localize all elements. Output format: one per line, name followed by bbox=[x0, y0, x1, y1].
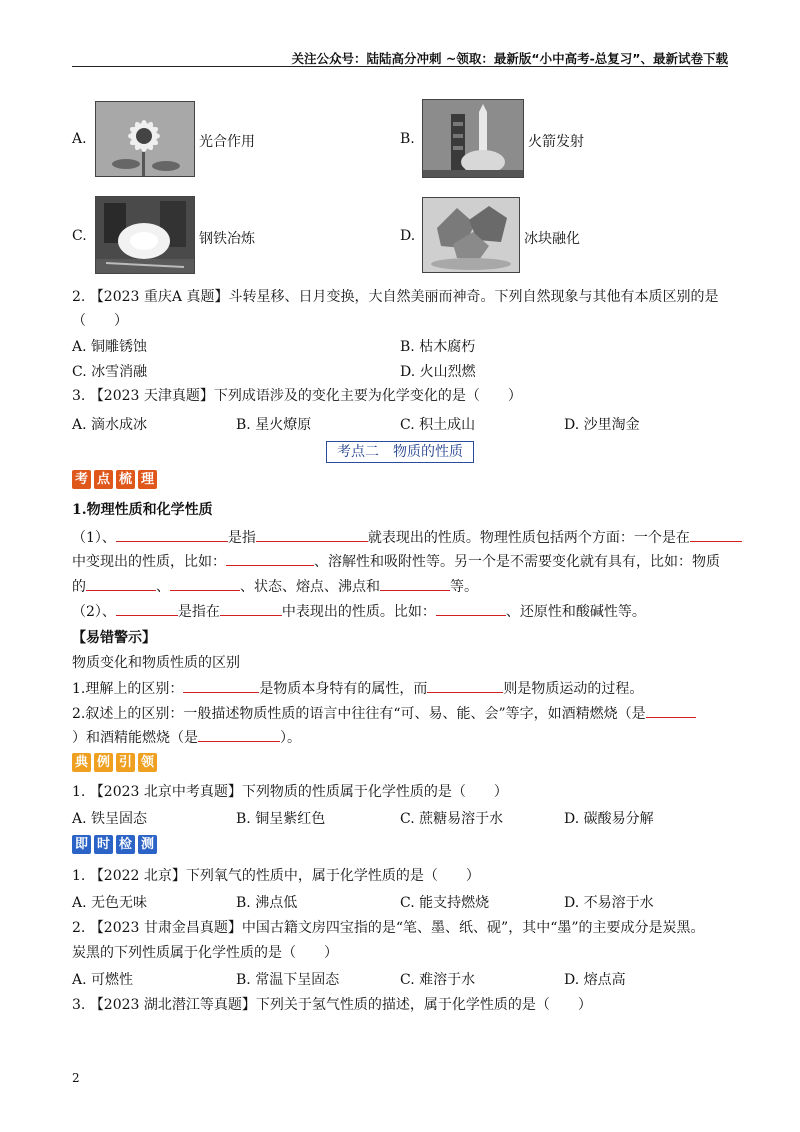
option-c-letter: C. bbox=[72, 228, 87, 244]
check-q1-option-c: C. 能支持燃烧 bbox=[400, 895, 490, 911]
page-header: 关注公众号：陆陆高分冲刺 ~领取：最新版“小中高考-总复习”、最新试卷下载 bbox=[291, 51, 728, 66]
check-q2-stem-line2: 炭黑的下列性质属于化学性质的是（ ） bbox=[72, 945, 338, 961]
option-d-letter: D. bbox=[400, 228, 416, 244]
option-a-label: 光合作用 bbox=[199, 134, 255, 150]
check-q1-stem: 1. 【2022 北京】下列氧气的性质中，属于化学性质的是（ ） bbox=[72, 868, 480, 884]
q2-option-c: C. 冰雪消融 bbox=[72, 364, 148, 380]
q2-stem-line2: （ ） bbox=[72, 313, 128, 329]
page-number: 2 bbox=[72, 1071, 80, 1085]
badge-char: 点 bbox=[94, 470, 113, 489]
header-rule bbox=[72, 66, 728, 67]
rocket-launch-photo bbox=[422, 99, 524, 178]
props-line4: （2）、 是指在 中表现出的性质。比如： 、还原性和酸碱性等。 bbox=[72, 601, 752, 622]
badge-char: 即 bbox=[72, 835, 91, 854]
option-b-letter: B. bbox=[400, 131, 415, 147]
option-b-label: 火箭发射 bbox=[528, 134, 584, 150]
section-title: 考点二 物质的性质 bbox=[326, 441, 474, 463]
q3-stem: 3. 【2023 天津真题】下列成语涉及的变化主要为化学变化的是（ ） bbox=[72, 388, 522, 404]
check-q2-option-d: D. 熔点高 bbox=[564, 972, 626, 988]
q3-option-c: C. 积土成山 bbox=[400, 417, 476, 433]
check-q1-option-a: A. 无色无味 bbox=[72, 895, 148, 911]
option-d-label: 冰块融化 bbox=[524, 231, 580, 247]
check-q1-option-d: D. 不易溶于水 bbox=[564, 895, 654, 911]
ice-melting-photo bbox=[422, 197, 520, 273]
q2-stem-line1: 2. 【2023 重庆A 真题】斗转星移、日月变换，大自然美丽而神奇。下列自然现象与其他有本质区别的是 bbox=[72, 289, 719, 305]
badge-char: 考 bbox=[72, 470, 91, 489]
q2-option-b: B. 枯木腐朽 bbox=[400, 339, 476, 355]
option-c-label: 钢铁冶炼 bbox=[199, 231, 255, 247]
example-option-c: C. 蔗糖易溶于水 bbox=[400, 811, 504, 827]
badge-char: 例 bbox=[94, 753, 113, 772]
sunflower-photo bbox=[95, 101, 195, 177]
q2-option-d: D. 火山烈燃 bbox=[400, 364, 476, 380]
warning-title: 【易错警示】 bbox=[72, 630, 156, 646]
example-option-a: A. 铁呈固态 bbox=[72, 811, 148, 827]
check-q2-stem-line1: 2. 【2023 甘肃金昌真题】中国古籍文房四宝指的是“笔、墨、纸、砚”，其中“墨”的主要成分是炭黑。 bbox=[72, 920, 705, 936]
example-option-b: B. 铜呈紫红色 bbox=[236, 811, 326, 827]
check-q2-option-a: A. 可燃性 bbox=[72, 972, 134, 988]
example-option-d: D. 碳酸易分解 bbox=[564, 811, 654, 827]
q2-option-a: A. 铜雕锈蚀 bbox=[72, 339, 148, 355]
warning-line1: 1.理解上的区别： 是物质本身特有的属性，而 则是物质运动的过程。 bbox=[72, 678, 752, 699]
badge-char: 时 bbox=[94, 835, 113, 854]
check-q2-option-c: C. 难溶于水 bbox=[400, 972, 476, 988]
example-stem: 1. 【2023 北京中考真题】下列物质的性质属于化学性质的是（ ） bbox=[72, 784, 508, 800]
badge-char: 测 bbox=[138, 835, 157, 854]
warning-line3: ）和酒精能燃烧（是 ）。 bbox=[72, 727, 752, 748]
warning-subtitle: 物质变化和物质性质的区别 bbox=[72, 655, 240, 671]
check-q2-option-b: B. 常温下呈固态 bbox=[236, 972, 340, 988]
props-line2: 中变现出的性质，比如： 、溶解性和吸附性等。另一个是不需要变化就有具有，比如：物质 bbox=[72, 551, 752, 572]
check-q3-stem: 3. 【2023 湖北潜江等真题】下列关于氢气性质的描述，属于化学性质的是（ ） bbox=[72, 997, 592, 1013]
badge-char: 检 bbox=[116, 835, 135, 854]
badge-char: 梳 bbox=[116, 470, 135, 489]
steel-smelting-photo bbox=[95, 196, 195, 274]
option-a-letter: A. bbox=[72, 131, 87, 147]
q3-option-a: A. 滴水成冰 bbox=[72, 417, 148, 433]
props-line3: 的 、 、状态、熔点、沸点和 等。 bbox=[72, 576, 752, 597]
q3-option-b: B. 星火燎原 bbox=[236, 417, 312, 433]
props-line1: （1）、 是指 就表现出的性质。物理性质包括两个方面：一个是在 bbox=[72, 527, 752, 548]
badge-char: 引 bbox=[116, 753, 135, 772]
badge-char: 理 bbox=[138, 470, 157, 489]
badge-char: 领 bbox=[138, 753, 157, 772]
q3-option-d: D. 沙里淘金 bbox=[564, 417, 640, 433]
badge-char: 典 bbox=[72, 753, 91, 772]
warning-line2: 2.叙述上的区别：一般描述物质性质的语言中往往有“可、易、能、会”等字，如酒精燃烧（是 bbox=[72, 703, 752, 724]
check-q1-option-b: B. 沸点低 bbox=[236, 895, 298, 911]
props-heading: 1.物理性质和化学性质 bbox=[72, 502, 213, 518]
